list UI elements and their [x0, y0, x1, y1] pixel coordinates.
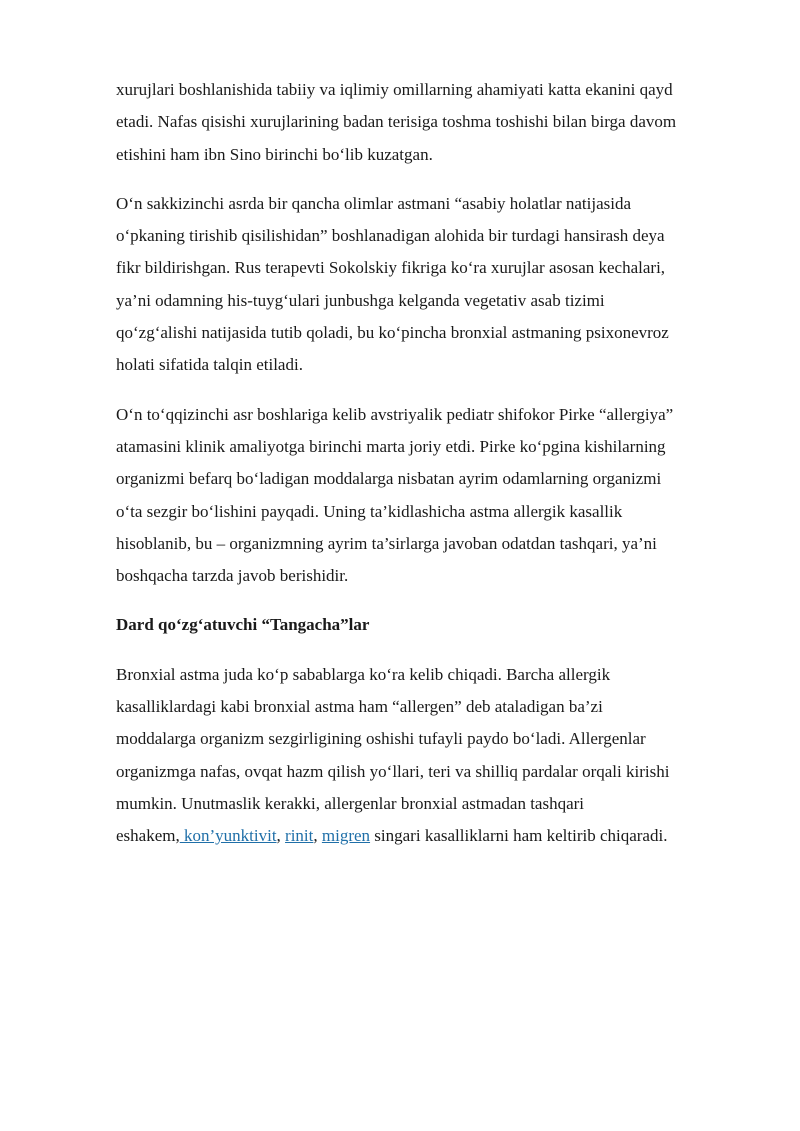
paragraph-spacer — [116, 592, 736, 609]
text-line: boshqacha tarzda javob berishidir. — [116, 566, 349, 586]
section-heading: Dard qo‘zg‘atuvchi “Tangacha”lar — [116, 615, 370, 635]
paragraph-1 — [116, 74, 736, 171]
text-line: moddalarga organizm sezgirligining oshishi tufayli paydo bo‘ladi. Allergenlar — [116, 729, 646, 749]
link-rinit[interactable]: rinit — [285, 826, 314, 846]
text-line: xurujlari boshlanishida tabiiy va iqlimiy omillarning ahamiyati katta ekanini qayd — [116, 80, 673, 99]
text-line: qo‘zg‘alishi natijasida tutib qoladi, bu ko‘pincha bronxial astmaning psixonevroz — [116, 323, 669, 343]
text-line: etadi. Nafas qisishi xurujlarining badan terisiga toshma toshishi bilan birga davom — [116, 112, 677, 132]
text-segment: , — [313, 826, 322, 846]
text-line: o‘pkaning tirishib qisilishidan” boshlanadigan alohida bir turdagi hansirash deya — [116, 226, 665, 246]
text-line: hisoblanib, bu – organizmning ayrim ta’sirlarga javoban odatdan tashqari, ya’ni — [116, 533, 657, 553]
paragraph-spacer — [116, 382, 736, 399]
paragraph-4 — [116, 659, 736, 853]
text-line: o‘ta sezgir bo‘lishini payqadi. Uning ta’kidlashicha astma allergik kasallik — [116, 501, 623, 521]
link-konyunktivit[interactable]: kon’yunktivit — [179, 826, 277, 846]
text-line-with-links — [116, 820, 736, 852]
text-line: kasalliklardagi kabi bronxial astma ham “allergen” deb ataladigan ba’zi — [116, 697, 603, 717]
text-segment: , — [276, 826, 286, 846]
text-line: organizmga nafas, ovqat hazm qilish yo‘llari, teri va shilliq pardalar orqali kirishi — [116, 761, 670, 781]
text-segment: singari kasalliklarni ham keltirib chiqaradi. — [370, 826, 668, 846]
paragraph-3 — [116, 399, 736, 593]
text-line: mumkin. Unutmaslik kerakki, allergenlar bronxial astmadan tashqari — [116, 793, 585, 813]
text-line: organizmi befarq bo‘ladigan moddalarga nisbatan ayrim odamlarning organizmi — [116, 469, 662, 489]
paragraph-spacer — [116, 642, 736, 659]
paragraph-2 — [116, 188, 736, 382]
text-line: ya’ni odamning his-tuyg‘ulari junbushga kelganda vegetativ asab tizimi — [116, 290, 605, 310]
link-migren[interactable]: migren — [321, 826, 371, 846]
text-line: atamasini klinik amaliyotga birinchi marta joriy etdi. Pirke ko‘pgina kishilarning — [116, 436, 666, 456]
text-line: O‘n sakkizinchi asrda bir qancha olimlar astmani “asabiy holatlar natijasida — [116, 193, 632, 213]
document-body — [116, 74, 736, 853]
text-line: fikr bildirishgan. Rus terapevti Sokolskiy fikriga ko‘ra xurujlar asosan kechalari, — [116, 258, 666, 278]
text-line: etishini ham ibn Sino birinchi bo‘lib kuzatgan. — [116, 144, 433, 164]
text-segment: eshakem, — [116, 826, 180, 846]
text-line: Bronxial astma juda ko‘p sabablarga ko‘ra kelib chiqadi. Barcha allergik — [116, 664, 611, 684]
text-line: O‘n to‘qqizinchi asr boshlariga kelib avstriyalik pediatr shifokor Pirke “allergiya” — [116, 404, 674, 424]
text-line: holati sifatida talqin etiladi. — [116, 355, 303, 375]
paragraph-spacer — [116, 171, 736, 188]
